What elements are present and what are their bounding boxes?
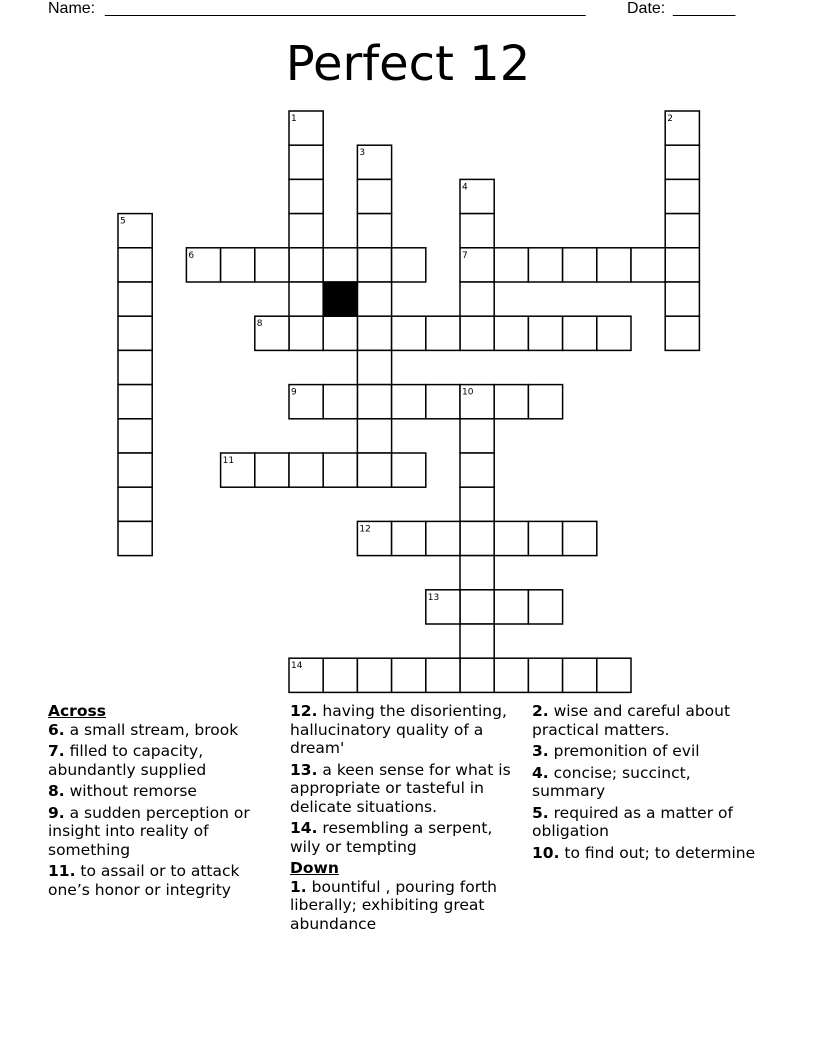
grid-cell[interactable] bbox=[528, 521, 562, 555]
grid-cell[interactable] bbox=[460, 658, 494, 692]
name-line[interactable]: ______________________________________________________ bbox=[105, 0, 586, 17]
clue-across: 13. a keen sense for what is appropriate or tasteful in delicate situations. bbox=[290, 760, 511, 816]
date-line[interactable]: _______ bbox=[673, 0, 736, 17]
clue-down: 3. premonition of evil bbox=[532, 742, 700, 760]
grid-cell[interactable] bbox=[357, 350, 391, 384]
grid-cell[interactable] bbox=[289, 316, 323, 350]
clue-down: 5. required as a matter of obligation bbox=[532, 803, 733, 840]
grid-cell[interactable] bbox=[460, 487, 494, 521]
grid-cell[interactable] bbox=[494, 316, 528, 350]
clue-across: 9. a sudden perception or insight into reality of something bbox=[48, 803, 250, 859]
grid-cell[interactable] bbox=[323, 316, 357, 350]
grid-cell[interactable] bbox=[357, 145, 391, 179]
grid-cell[interactable] bbox=[392, 316, 426, 350]
header bbox=[48, 0, 748, 20]
grid-cell[interactable] bbox=[460, 282, 494, 316]
clue-number: 2 bbox=[667, 114, 673, 124]
clue-number: 8 bbox=[256, 319, 263, 330]
clue-number: 9 bbox=[291, 387, 297, 398]
down-heading: Down bbox=[290, 859, 339, 877]
across-heading: Across bbox=[48, 702, 106, 720]
grid-cell[interactable] bbox=[460, 556, 494, 590]
grid-cell[interactable] bbox=[528, 658, 562, 692]
grid-cell[interactable] bbox=[118, 385, 152, 419]
grid-cell[interactable] bbox=[460, 590, 494, 624]
grid-cell[interactable] bbox=[323, 658, 357, 692]
grid-cell[interactable] bbox=[357, 282, 391, 316]
grid-cell[interactable] bbox=[426, 385, 460, 419]
grid-cell[interactable] bbox=[426, 658, 460, 692]
grid-cell[interactable] bbox=[289, 453, 323, 487]
grid-cell[interactable] bbox=[665, 145, 699, 179]
grid-cell[interactable] bbox=[392, 658, 426, 692]
grid-cell[interactable] bbox=[289, 179, 323, 213]
grid-cell[interactable] bbox=[597, 316, 631, 350]
grid-cell[interactable] bbox=[357, 385, 391, 419]
grid-cell[interactable] bbox=[597, 658, 631, 692]
grid-cell[interactable] bbox=[426, 590, 460, 624]
grid-cell[interactable] bbox=[221, 248, 255, 282]
grid-cell[interactable] bbox=[323, 453, 357, 487]
grid-cell[interactable] bbox=[392, 385, 426, 419]
grid-cell[interactable] bbox=[186, 248, 220, 282]
grid-cell[interactable] bbox=[665, 282, 699, 316]
grid-cell[interactable] bbox=[460, 214, 494, 248]
grid-cell[interactable] bbox=[118, 521, 152, 555]
grid-cell[interactable] bbox=[357, 248, 391, 282]
clue-across: 14. resembling a serpent, wily or tempting bbox=[290, 819, 493, 856]
grid-cell[interactable] bbox=[118, 282, 152, 316]
grid-cell[interactable] bbox=[357, 179, 391, 213]
clue-across: 6. a small stream, brook bbox=[48, 720, 239, 739]
grid-cell[interactable] bbox=[460, 624, 494, 658]
name-label: Name: bbox=[48, 0, 96, 17]
black-cell bbox=[323, 282, 357, 316]
grid-cell[interactable] bbox=[460, 179, 494, 213]
clue-across: 11. to assail or to attack one’s honor or integrity bbox=[48, 862, 240, 899]
grid-cell[interactable] bbox=[255, 248, 289, 282]
clue-number: 13 bbox=[427, 592, 440, 603]
grid-cell[interactable] bbox=[665, 111, 699, 145]
clue-number: 14 bbox=[291, 661, 303, 672]
grid-cell[interactable] bbox=[289, 282, 323, 316]
grid-cell[interactable] bbox=[357, 658, 391, 692]
grid-cell[interactable] bbox=[494, 658, 528, 692]
grid-cell[interactable] bbox=[289, 145, 323, 179]
clues-column-1 bbox=[48, 702, 273, 902]
grid-cell[interactable] bbox=[118, 248, 152, 282]
clue-across: 8. without remorse bbox=[48, 782, 197, 800]
grid-cell[interactable] bbox=[494, 590, 528, 624]
grid-cell[interactable] bbox=[323, 385, 357, 419]
grid-cell[interactable] bbox=[563, 658, 597, 692]
grid-cell[interactable] bbox=[563, 316, 597, 350]
grid-cell[interactable] bbox=[289, 111, 323, 145]
grid-cell[interactable] bbox=[289, 248, 323, 282]
grid-cell[interactable] bbox=[255, 316, 289, 350]
grid-cell[interactable] bbox=[460, 521, 494, 555]
clue-number: 7 bbox=[462, 250, 468, 261]
clue-down: 2. wise and careful about practical matters. bbox=[532, 702, 731, 739]
clue-number: 10 bbox=[462, 387, 474, 398]
grid-cell[interactable] bbox=[118, 214, 152, 248]
clue-across: 7. filled to capacity, abundantly supplied bbox=[48, 742, 207, 779]
grid-cell[interactable] bbox=[494, 385, 528, 419]
grid-cell[interactable] bbox=[118, 316, 152, 350]
grid-cell[interactable] bbox=[357, 316, 391, 350]
grid-cell[interactable] bbox=[289, 658, 323, 692]
grid-cell[interactable] bbox=[323, 248, 357, 282]
grid-cell[interactable] bbox=[118, 350, 152, 384]
date-label: Date: bbox=[627, 0, 666, 17]
clue-down: 10. to find out; to determine bbox=[532, 843, 756, 862]
grid-cell[interactable] bbox=[563, 521, 597, 555]
grid-cell[interactable] bbox=[460, 453, 494, 487]
grid-cell[interactable] bbox=[118, 453, 152, 487]
grid-cell[interactable] bbox=[289, 385, 323, 419]
clue-number: 11 bbox=[222, 456, 235, 466]
grid-cell[interactable] bbox=[357, 521, 391, 555]
grid-cell[interactable] bbox=[665, 248, 699, 282]
grid-cell[interactable] bbox=[460, 419, 494, 453]
clue-down: 4. concise; succinct, summary bbox=[532, 763, 691, 800]
grid-cell[interactable] bbox=[665, 179, 699, 213]
clue-number: 5 bbox=[120, 216, 126, 227]
grid-cell[interactable] bbox=[289, 214, 323, 248]
grid-cell[interactable] bbox=[597, 248, 631, 282]
grid-cell[interactable] bbox=[392, 521, 426, 555]
grid-cell[interactable] bbox=[426, 316, 460, 350]
grid-cell[interactable] bbox=[118, 487, 152, 521]
grid-cell[interactable] bbox=[665, 214, 699, 248]
grid-cell[interactable] bbox=[460, 316, 494, 350]
grid-cell[interactable] bbox=[563, 248, 597, 282]
grid-cell[interactable] bbox=[221, 453, 255, 487]
grid-cell[interactable] bbox=[357, 214, 391, 248]
clues-column-2 bbox=[290, 702, 520, 936]
grid-cell[interactable] bbox=[357, 453, 391, 487]
grid-cell[interactable] bbox=[528, 590, 562, 624]
clue-down: 1. bountiful , pouring forth liberally; exhibiting great abundance bbox=[290, 877, 497, 933]
grid-cell[interactable] bbox=[494, 521, 528, 555]
clue-number: 3 bbox=[359, 148, 366, 159]
page-title: Perfect 12 bbox=[285, 36, 531, 92]
grid-cell[interactable] bbox=[460, 248, 494, 282]
grid-cell[interactable] bbox=[392, 248, 426, 282]
grid-cell[interactable] bbox=[426, 521, 460, 555]
grid-cell[interactable] bbox=[665, 316, 699, 350]
grid-cell[interactable] bbox=[494, 248, 528, 282]
grid-cell[interactable] bbox=[631, 248, 665, 282]
clue-number: 1 bbox=[291, 114, 297, 124]
grid-cell[interactable] bbox=[357, 419, 391, 453]
grid-cell[interactable] bbox=[528, 385, 562, 419]
clue-number: 4 bbox=[462, 182, 468, 193]
clue-across: 12. having the disorienting, hallucinatory quality of a dream' bbox=[290, 702, 507, 757]
grid-cell[interactable] bbox=[528, 316, 562, 350]
grid-cell[interactable] bbox=[392, 453, 426, 487]
grid-cell[interactable] bbox=[118, 419, 152, 453]
grid-cell[interactable] bbox=[255, 453, 289, 487]
grid-cell[interactable] bbox=[528, 248, 562, 282]
clue-number: 12 bbox=[359, 524, 371, 535]
grid-cell[interactable] bbox=[460, 385, 494, 419]
clues-column-3 bbox=[532, 702, 762, 865]
clue-number: 6 bbox=[188, 250, 195, 261]
